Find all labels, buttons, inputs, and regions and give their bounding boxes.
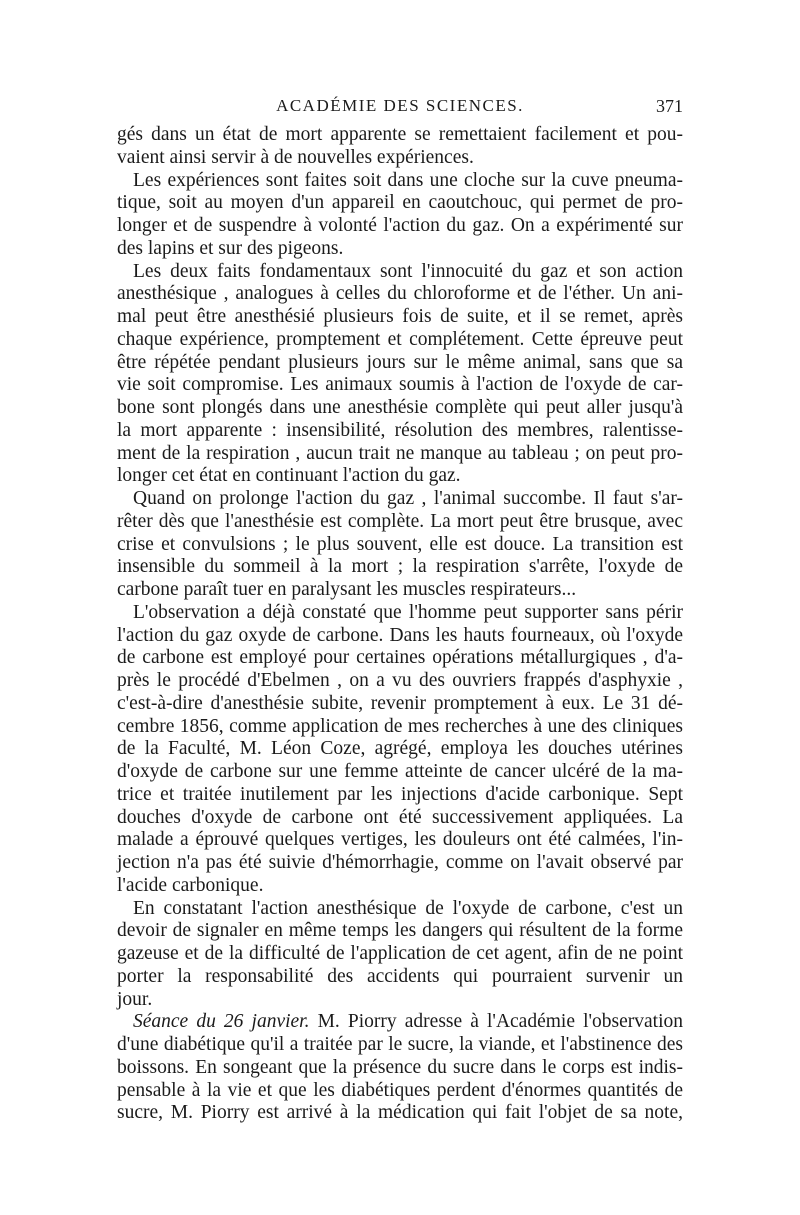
text-line: trice et traitée inutilement par les injections d'acide carbonique. Sept xyxy=(117,783,683,805)
session-text: M. Piorry adresse à l'Académie l'observation xyxy=(309,1011,683,1033)
text-line: de carbone est employé pour certaines opérations métallurgiques , d'a- xyxy=(117,647,683,669)
text-line: Les deux faits fondamentaux sont l'innocuité du gaz et son action xyxy=(133,260,683,282)
text-line: être répétée pendant plusieurs jours sur le même animal, sans que sa xyxy=(117,351,683,373)
running-title: ACADÉMIE DES SCIENCES. xyxy=(276,96,524,115)
text-line: chaque expérience, promptement et complétement. Cette épreuve peut xyxy=(117,328,683,350)
session-date-label: Séance du 26 janvier. xyxy=(133,1011,310,1033)
text-line: des lapins et sur des pigeons. xyxy=(117,237,344,259)
text-line: Les expériences sont faites soit dans une cloche sur la cuve pneuma- xyxy=(133,169,683,191)
text-line: porter la responsabilité des accidents qui pourraient survenir un xyxy=(117,965,683,987)
text-line: jour. xyxy=(117,988,153,1010)
text-line: longer et de suspendre à volonté l'action du gaz. On a expérimenté sur xyxy=(117,215,683,236)
session-first-line xyxy=(117,1011,683,1034)
text-line: près le procédé d'Ebelmen , on a vu des ouvriers frappés d'asphyxie , xyxy=(117,670,683,691)
text-line: gazeuse et de la difficulté de l'application de cet agent, afin de ne point xyxy=(117,943,683,964)
text-line: pensable à la vie et que les diabétiques perdent d'énormes quantités de xyxy=(117,1079,683,1101)
text-line: carbone paraît tuer en paralysant les muscles respirateurs... xyxy=(117,579,577,600)
text-line: douches d'oxyde de carbone ont été successivement appliquées. La xyxy=(117,806,683,828)
running-head xyxy=(117,96,683,120)
text-line: insensible du sommeil à la mort ; la respiration s'arrête, l'oxyde de xyxy=(117,556,683,578)
text-line: Quand on prolonge l'action du gaz , l'animal succombe. Il faut s'ar- xyxy=(133,488,683,509)
text-line: bone sont plongés dans une anesthésie complète qui peut aller jusqu'à xyxy=(117,397,683,418)
text-line: sucre, M. Piorry est arrivé à la médication qui fait l'objet de sa note, xyxy=(117,1102,683,1124)
text-line: c'est-à-dire d'anesthésie subite, revenir promptement à eux. Le 31 dé- xyxy=(117,692,683,714)
text-line: ment de la respiration , aucun trait ne manque au tableau ; on peut pro- xyxy=(117,442,683,464)
text-line: anesthésique , analogues à celles du chloroforme et de l'éther. Un ani- xyxy=(117,283,683,305)
page-number: 371 xyxy=(656,96,683,116)
text-line: d'oxyde de carbone sur une femme atteinte de cancer ulcéré de la ma- xyxy=(117,761,683,782)
text-line: cembre 1856, comme application de mes recherches à une des cliniques xyxy=(117,715,683,737)
text-line: d'une diabétique qu'il a traitée par le sucre, la viande, et l'abstinence des xyxy=(117,1034,683,1055)
text-line: devoir de signaler en même temps les dangers qui résultent de la forme xyxy=(117,920,683,942)
text-line: L'observation a déjà constaté que l'homme peut supporter sans périr xyxy=(133,601,683,623)
text-line: mal peut être anesthésié plusieurs fois de suite, et il se remet, après xyxy=(117,306,683,327)
text-line: la mort apparente : insensibilité, résolution des membres, ralentisse- xyxy=(117,419,683,441)
text-line: jection n'a pas été suivie d'hémorrhagie, comme on l'avait observé par xyxy=(117,852,683,873)
text-line: longer cet état en continuant l'action du gaz. xyxy=(117,465,461,487)
text-line: boissons. En songeant que la présence du sucre dans le corps est indis- xyxy=(117,1056,683,1078)
text-line: gés dans un état de mort apparente se remettaient facilement et pou- xyxy=(117,124,683,145)
text-line: vie soit compromise. Les animaux soumis à l'action de l'oxyde de car- xyxy=(117,374,683,396)
text-line: rêter dès que l'anesthésie est complète. La mort peut être brusque, avec xyxy=(117,510,683,532)
text-body xyxy=(117,124,683,1125)
text-line: vaient ainsi servir à de nouvelles expériences. xyxy=(117,146,474,168)
text-line: En constatant l'action anesthésique de l'oxyde de carbone, c'est un xyxy=(133,897,683,919)
text-line: l'acide carbonique. xyxy=(117,874,264,896)
text-line: tique, soit au moyen d'un appareil en caoutchouc, qui permet de pro- xyxy=(117,192,683,214)
text-line: de la Faculté, M. Léon Coze, agrégé, employa les douches utérines xyxy=(117,738,683,760)
text-line: malade a éprouvé quelques vertiges, les douleurs ont été calmées, l'in- xyxy=(117,829,683,851)
text-line: crise et convulsions ; le plus souvent, elle est douce. La transition est xyxy=(117,533,683,555)
text-line: l'action du gaz oxyde de carbone. Dans les hauts fourneaux, où l'oxyde xyxy=(117,624,683,646)
